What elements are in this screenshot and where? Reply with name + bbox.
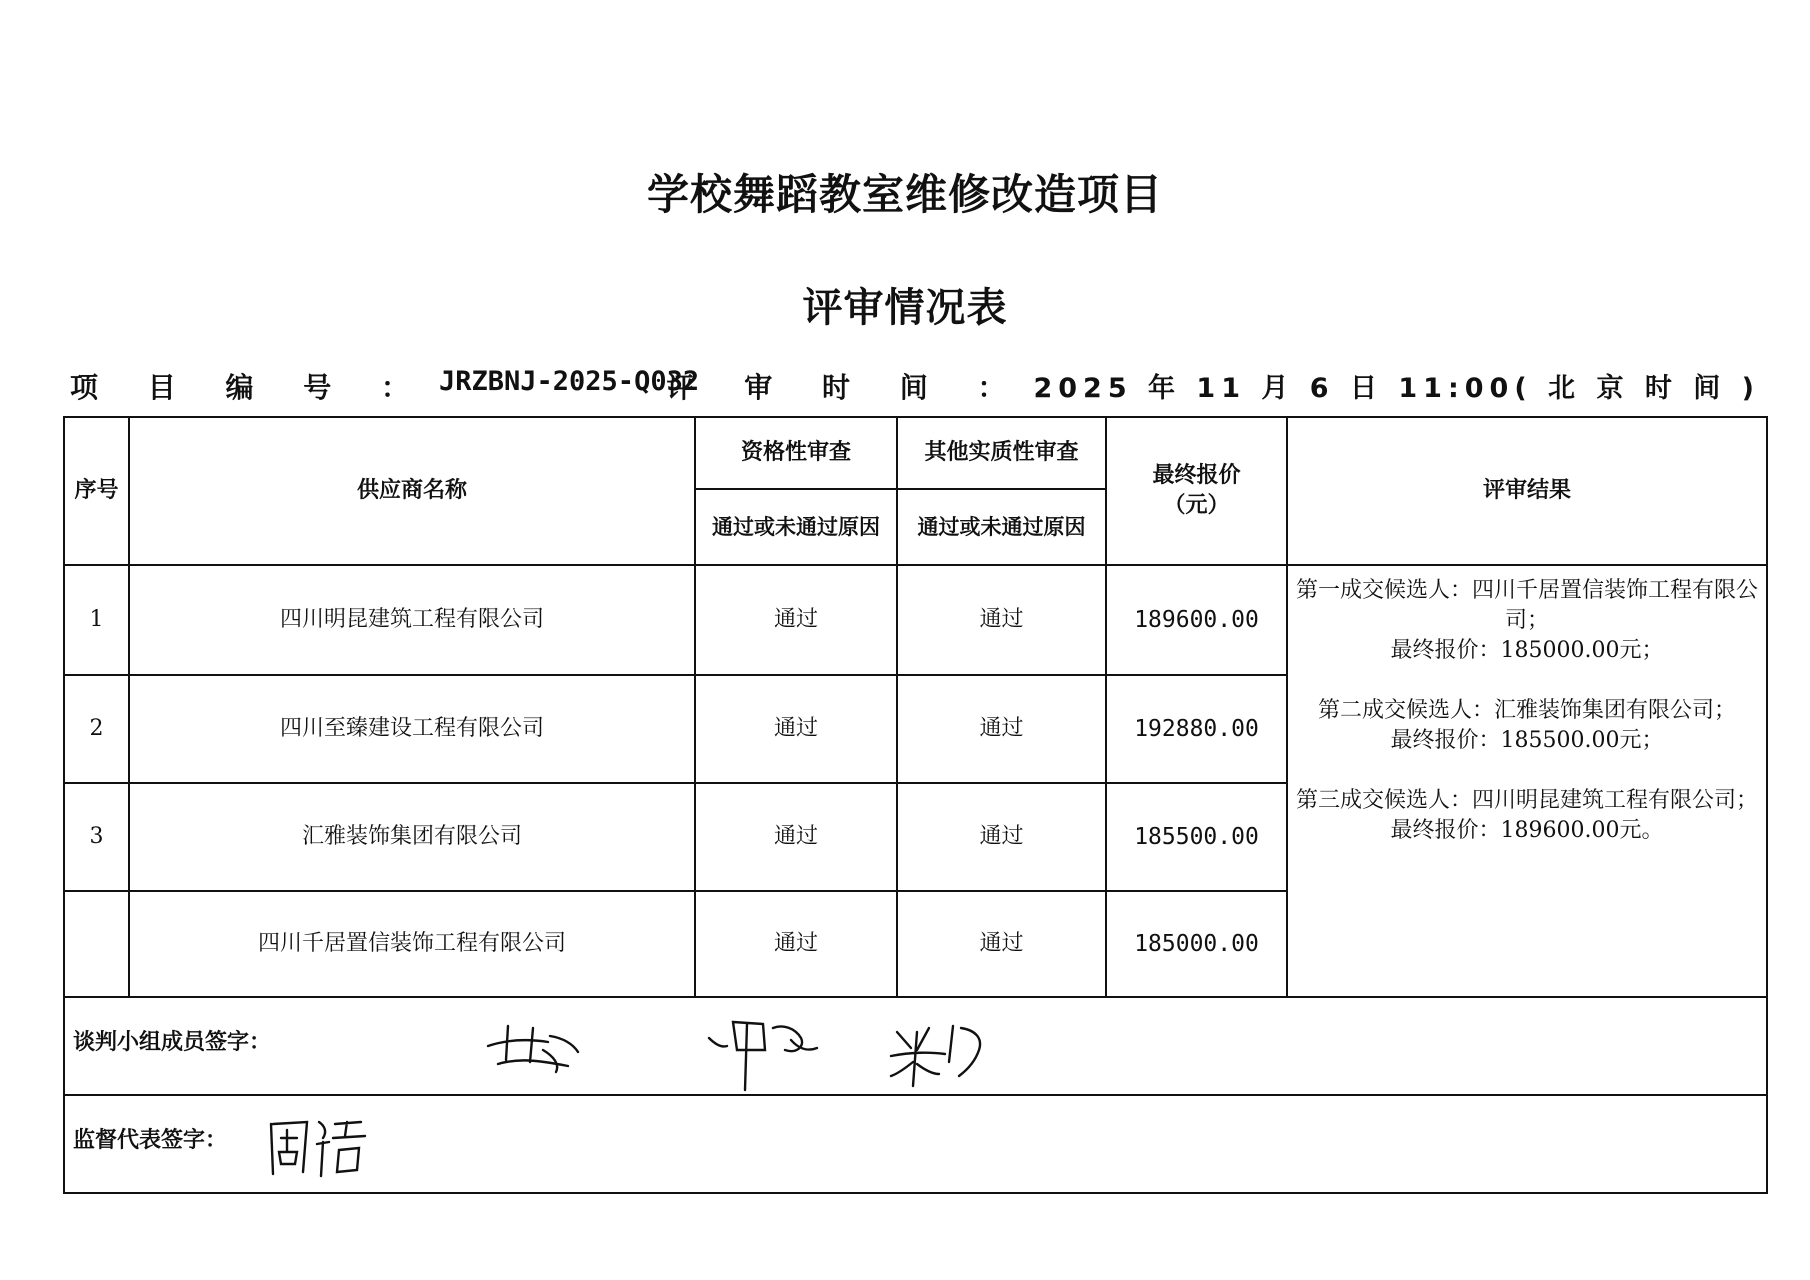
document-title: 学校舞蹈教室维修改造项目 bbox=[646, 170, 1163, 219]
panel-signature-cell bbox=[64, 997, 1767, 1095]
cell-substantive: 通过 bbox=[897, 891, 1106, 997]
cell-price: 185000.00 bbox=[1106, 891, 1287, 997]
header-qualification: 资格性审查 bbox=[695, 417, 897, 489]
review-time bbox=[666, 366, 1760, 406]
cell-qualification: 通过 bbox=[695, 891, 897, 997]
supervisor-signature-cell bbox=[64, 1095, 1767, 1193]
signature-image bbox=[703, 1010, 823, 1094]
review-table bbox=[63, 416, 1768, 1194]
result-first bbox=[1294, 576, 1760, 666]
result-second bbox=[1294, 696, 1760, 756]
header-pass-reason-2: 通过或未通过原因 bbox=[897, 489, 1106, 565]
result-first-price: 最终报价：185000.00元； bbox=[1390, 638, 1664, 663]
header-supplier: 供应商名称 bbox=[129, 417, 695, 565]
supervisor-signature-label: 监督代表签字： bbox=[73, 1128, 228, 1153]
project-number-label: 项 目 编 号 ： bbox=[70, 371, 429, 404]
signature-image bbox=[263, 1108, 373, 1184]
result-third bbox=[1294, 786, 1760, 846]
table-row bbox=[64, 565, 1767, 675]
project-number bbox=[70, 366, 699, 406]
cell-seq: 2 bbox=[64, 675, 129, 783]
cell-seq bbox=[64, 891, 129, 997]
result-first-candidate: 第一成交候选人：四川千居置信装饰工程有限公司； bbox=[1295, 578, 1758, 633]
cell-review-result bbox=[1287, 565, 1767, 997]
result-third-price: 最终报价：189600.00元。 bbox=[1390, 818, 1664, 843]
cell-substantive: 通过 bbox=[897, 783, 1106, 891]
cell-qualification: 通过 bbox=[695, 783, 897, 891]
cell-supplier: 四川千居置信装饰工程有限公司 bbox=[129, 891, 695, 997]
cell-price: 189600.00 bbox=[1106, 565, 1287, 675]
header-final-price bbox=[1106, 417, 1287, 565]
cell-qualification: 通过 bbox=[695, 675, 897, 783]
cell-substantive: 通过 bbox=[897, 675, 1106, 783]
panel-signature-label: 谈判小组成员签字： bbox=[73, 1030, 272, 1055]
cell-substantive: 通过 bbox=[897, 565, 1106, 675]
header-pass-reason-1: 通过或未通过原因 bbox=[695, 489, 897, 565]
header-substantive: 其他实质性审查 bbox=[897, 417, 1106, 489]
review-time-value: 2025 年 11 月 6 日 11:00( 北 京 时 间 ) bbox=[1033, 373, 1760, 404]
review-time-label: 评 审 时 间 ： bbox=[666, 371, 1026, 404]
supervisor-signature-area bbox=[73, 1096, 1760, 1192]
header-final-price-text: 最终报价（元） bbox=[1152, 463, 1241, 518]
cell-seq: 1 bbox=[64, 565, 129, 675]
header-row-1 bbox=[64, 417, 1767, 489]
cell-price: 192880.00 bbox=[1106, 675, 1287, 783]
cell-supplier: 汇雅装饰集团有限公司 bbox=[129, 783, 695, 891]
cell-seq: 3 bbox=[64, 783, 129, 891]
meta-row bbox=[70, 366, 1760, 406]
cell-supplier: 四川至臻建设工程有限公司 bbox=[129, 675, 695, 783]
header-seq: 序号 bbox=[64, 417, 129, 565]
header-result: 评审结果 bbox=[1287, 417, 1767, 565]
cell-price: 185500.00 bbox=[1106, 783, 1287, 891]
panel-signature-area bbox=[73, 998, 1760, 1094]
cell-qualification: 通过 bbox=[695, 565, 897, 675]
result-third-candidate: 第三成交候选人：四川明昆建筑工程有限公司； bbox=[1295, 788, 1758, 813]
result-second-candidate: 第二成交候选人：汇雅装饰集团有限公司； bbox=[1317, 698, 1736, 723]
cell-supplier: 四川明昆建筑工程有限公司 bbox=[129, 565, 695, 675]
panel-signature-row bbox=[64, 997, 1767, 1095]
supervisor-signature-row bbox=[64, 1095, 1767, 1193]
result-second-price: 最终报价：185500.00元； bbox=[1390, 728, 1664, 753]
signature-image bbox=[883, 1012, 993, 1090]
project-number-value: JRZBNJ-2025-Q032 bbox=[439, 366, 700, 397]
document-subtitle: 评审情况表 bbox=[802, 285, 1008, 331]
signature-image bbox=[478, 1016, 588, 1080]
